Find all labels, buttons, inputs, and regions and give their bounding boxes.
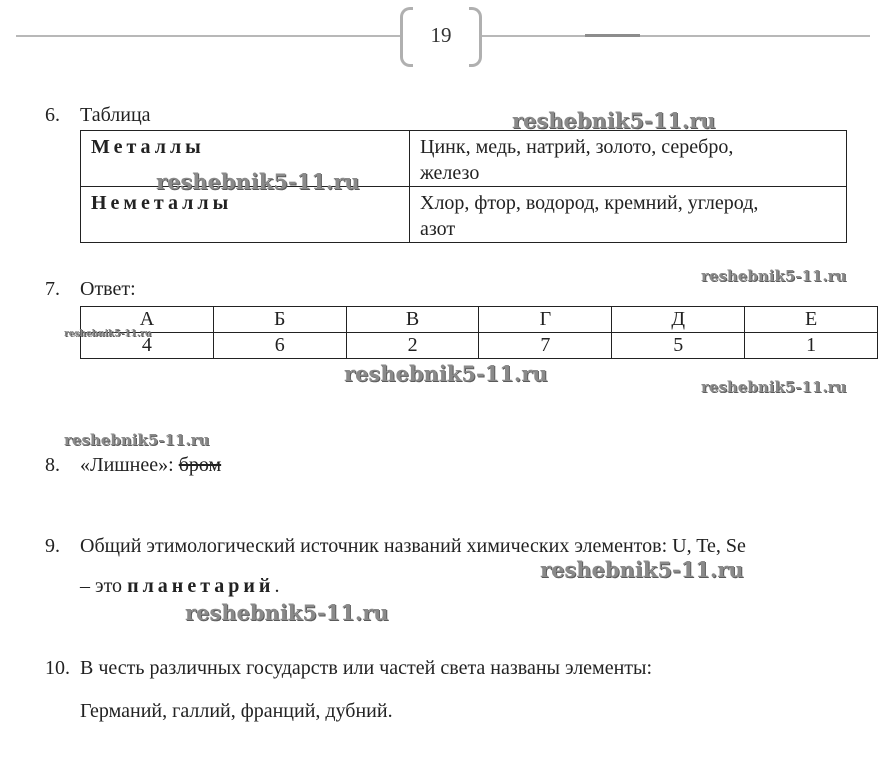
watermark: reshebnik5-11.ru (64, 329, 152, 339)
q7-value-a: 4 (81, 333, 214, 359)
q7-header-e: Е (745, 307, 878, 333)
q7-header-g: Г (479, 307, 612, 333)
watermark: reshebnik5-11.ru (701, 378, 847, 396)
watermark: reshebnik5-11.ru (64, 431, 210, 449)
table-row (81, 307, 878, 333)
q8-prefix: «Лишнее»: (80, 454, 174, 476)
q8-text (80, 454, 221, 477)
q9-line1: Общий этимологический источник названий химических элементов: U, Te, Se (80, 535, 746, 557)
bracket-right-icon (469, 7, 482, 67)
header-rule-accent (585, 34, 640, 37)
q9-line2-suffix: . (274, 575, 280, 597)
q7-value-g: 7 (479, 333, 612, 359)
q7-header-a: А (81, 307, 214, 333)
watermark: reshebnik5-11.ru (156, 169, 360, 194)
watermark: reshebnik5-11.ru (185, 600, 389, 625)
q6-value-nonmetals: Хлор, фтор, водород, кремний, углерод, азот (410, 187, 847, 243)
header-rule-left (16, 35, 400, 37)
q7-answer-table (80, 306, 878, 359)
q7-title: Ответ: (80, 278, 136, 300)
page-number (400, 7, 482, 63)
q6-number: 6. (45, 104, 60, 126)
q7-header-d: Д (612, 307, 745, 333)
q9-answer: планетарий (127, 575, 275, 597)
table-row (81, 333, 878, 359)
q9-line2 (80, 575, 279, 598)
q7-number: 7. (45, 278, 60, 300)
watermark: reshebnik5-11.ru (540, 557, 744, 582)
watermark: reshebnik5-11.ru (701, 267, 847, 285)
watermark: reshebnik5-11.ru (344, 361, 548, 386)
q7-value-d: 5 (612, 333, 745, 359)
page-number-text: 19 (430, 22, 452, 47)
q6-value-metals: Цинк, медь, натрий, золото, серебро, железо (410, 131, 847, 187)
q10-line2: Германий, галлий, франций, дубний. (80, 700, 393, 722)
q7-value-v: 2 (346, 333, 479, 359)
q9-number: 9. (45, 535, 60, 557)
q7-value-e: 1 (745, 333, 878, 359)
bracket-left-icon (400, 7, 413, 67)
q9-line2-prefix: – это (80, 575, 123, 597)
q8-number: 8. (45, 454, 60, 476)
header-rule-right (482, 35, 870, 37)
q10-line1: В честь различных государств или частей света названы элементы: (80, 657, 653, 679)
table-row (81, 187, 847, 243)
q7-header-b: Б (213, 307, 346, 333)
q8-answer: бром (178, 454, 222, 476)
q6-head-nonmetals: Неметаллы (81, 187, 410, 243)
q7-value-b: 6 (213, 333, 346, 359)
q6-title: Таблица (80, 104, 151, 126)
q7-header-v: В (346, 307, 479, 333)
watermark: reshebnik5-11.ru (512, 108, 716, 133)
q6-head-metals: Металлы (81, 131, 410, 187)
q10-number: 10. (45, 657, 70, 679)
